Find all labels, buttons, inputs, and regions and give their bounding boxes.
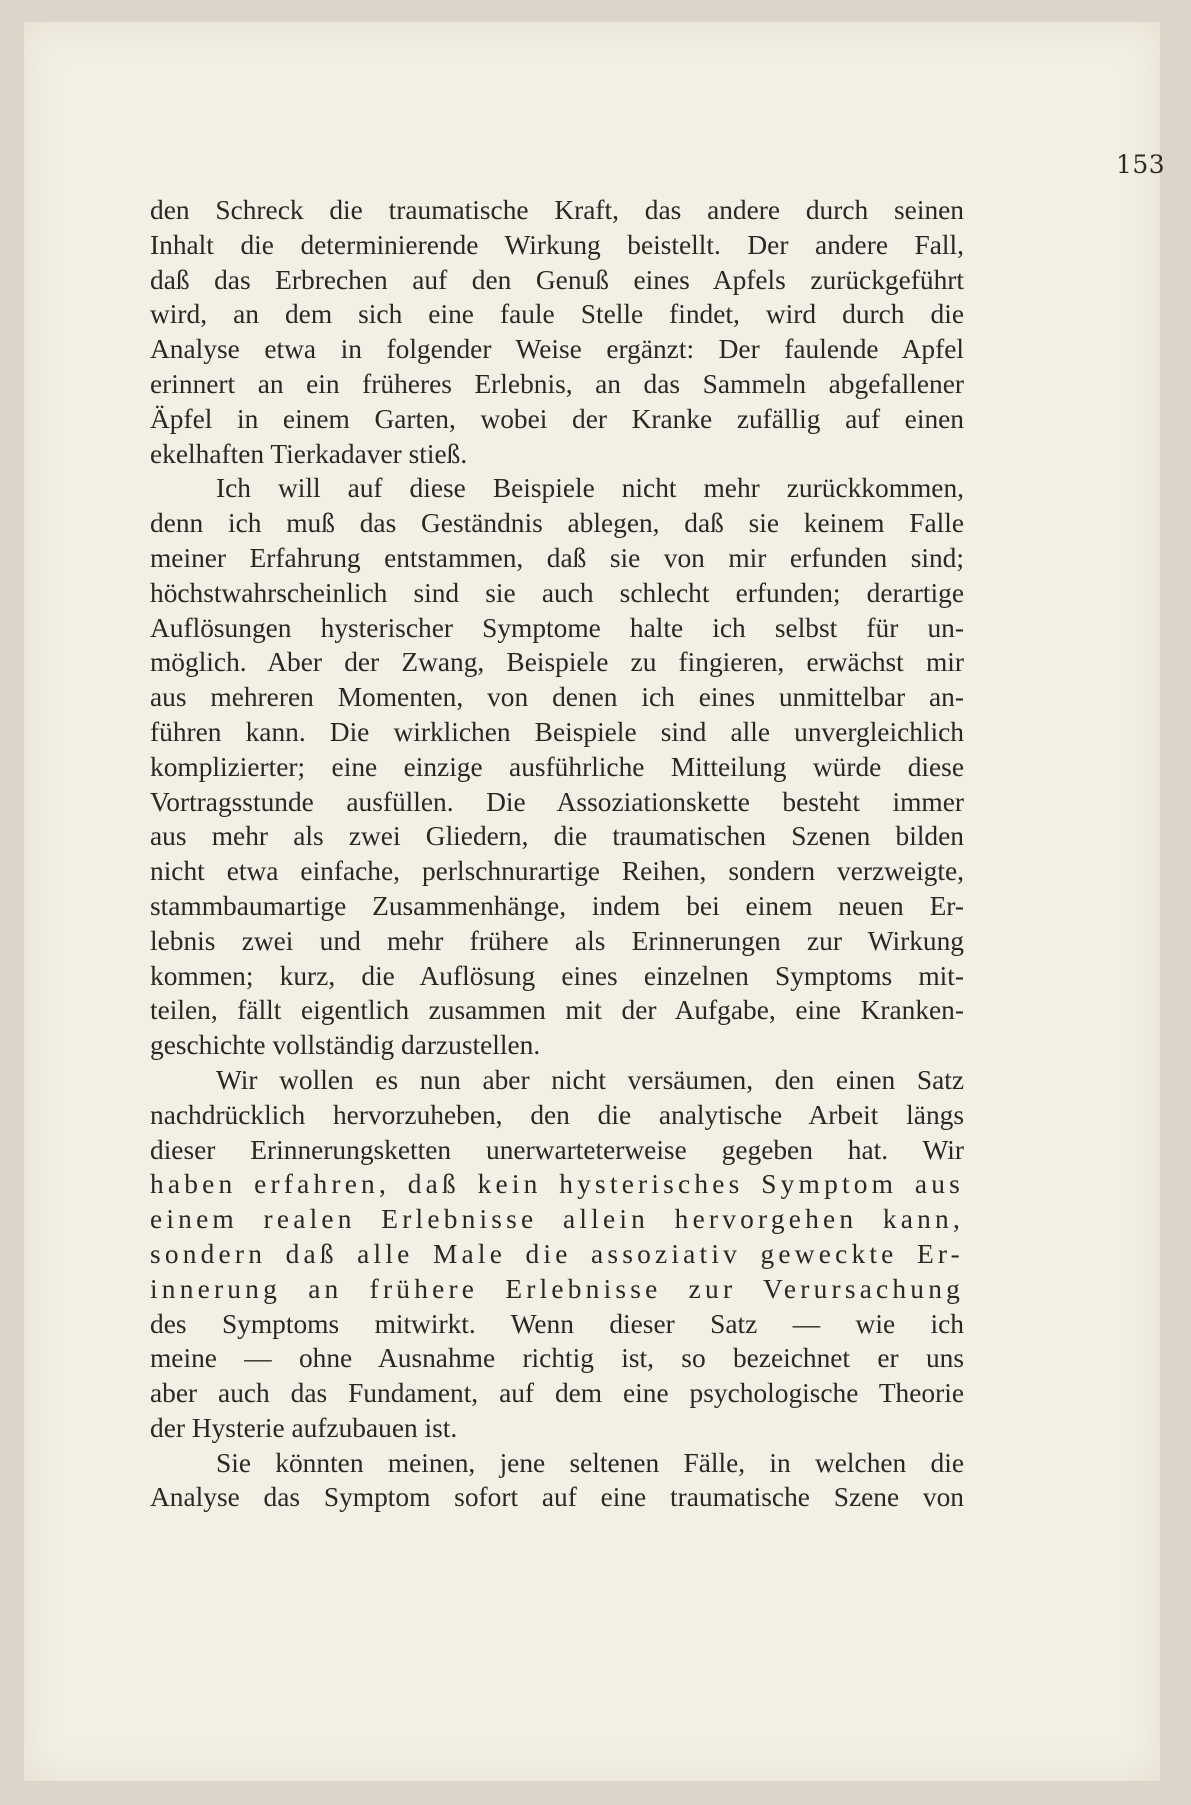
text-line: lebnis zwei und mehr frühere als Erinnerungen zur Wirkung <box>150 925 964 956</box>
text-line: denn ich muß das Geständnis ablegen, daß sie keinem Falle <box>150 508 964 539</box>
text-line: Analyse etwa in folgender Weise ergänzt: Der faulende Apfel <box>150 334 964 365</box>
text-line: Wir wollen es nun aber nicht versäumen, den einen Satz <box>216 1064 964 1095</box>
text-line: Auflösungen hysterischer Symptome halte ich selbst für un- <box>150 612 964 643</box>
text-line: führen kann. Die wirklichen Beispiele sind alle unvergleichlich <box>150 716 964 747</box>
text-line: ekelhaften Tierkadaver stieß. <box>150 438 468 469</box>
text-line: des Symptoms mitwirkt. Wenn dieser Satz — wie ich <box>150 1308 964 1339</box>
text-line: komplizierter; eine einzige ausführliche Mitteilung würde diese <box>150 751 964 782</box>
text-line: Vortragsstunde ausfüllen. Die Assoziationskette besteht immer <box>150 786 964 817</box>
text-line-emphasized: sondern daß alle Male die assoziativ geweckte Er- <box>150 1238 964 1269</box>
page-number: 153 <box>1116 150 1166 179</box>
text-line: den Schreck die traumatische Kraft, das andere durch seinen <box>150 195 964 225</box>
body-text <box>150 193 964 1515</box>
text-line: meiner Erfahrung entstammen, daß sie von mir erfunden sind; <box>150 542 964 573</box>
text-line: möglich. Aber der Zwang, Beispiele zu fingieren, erwächst mir <box>150 647 964 678</box>
text-line: daß das Erbrechen auf den Genuß eines Apfels zurückgeführt <box>150 264 964 295</box>
text-line: wird, an dem sich eine faule Stelle findet, wird durch die <box>150 299 964 330</box>
text-line: geschichte vollständig darzustellen. <box>150 1030 541 1061</box>
text-line: erinnert an ein früheres Erlebnis, an das Sammeln abgefallener <box>150 368 964 399</box>
text-line-emphasized: einem realen Erlebnisse allein hervorgehen kann, <box>150 1204 964 1235</box>
text-line: nachdrücklich hervorzuheben, den die analytische Arbeit längs <box>150 1099 964 1130</box>
text-line: dieser Erinnerungsketten unerwarteterweise gegeben hat. Wir <box>150 1134 964 1165</box>
text-line: Äpfel in einem Garten, wobei der Kranke zufällig auf einen <box>150 403 964 434</box>
text-line: aus mehr als zwei Gliedern, die traumatischen Szenen bilden <box>150 821 964 852</box>
text-line: aus mehreren Momenten, von denen ich eines unmittelbar an- <box>150 682 964 713</box>
text-line-emphasized: innerung an frühere Erlebnisse zur Verursachung <box>150 1273 964 1304</box>
text-line: Analyse das Symptom sofort auf eine traumatische Szene von <box>150 1482 964 1513</box>
text-line: Ich will auf diese Beispiele nicht mehr zurückkommen, <box>216 473 964 504</box>
text-line: meine — ohne Ausnahme richtig ist, so bezeichnet er uns <box>150 1343 964 1374</box>
text-line-emphasized: haben erfahren, daß kein hysterisches Symptom aus <box>150 1169 964 1200</box>
text-line: stammbaumartige Zusammenhänge, indem bei einem neuen Er- <box>150 890 964 921</box>
text-line: der Hysterie aufzubauen ist. <box>150 1412 458 1443</box>
text-line: aber auch das Fundament, auf dem eine psychologische Theorie <box>150 1378 964 1409</box>
text-line: teilen, fällt eigentlich zusammen mit der Aufgabe, eine Kranken- <box>150 995 964 1026</box>
text-line: Sie könnten meinen, jene seltenen Fälle, in welchen die <box>216 1447 964 1478</box>
text-line: Inhalt die determinierende Wirkung beistellt. Der andere Fall, <box>150 229 964 260</box>
text-line: nicht etwa einfache, perlschnurartige Reihen, sondern verzweigte, <box>150 856 964 887</box>
text-line: kommen; kurz, die Auflösung eines einzelnen Symptoms mit- <box>150 960 964 991</box>
text-line: höchstwahrscheinlich sind sie auch schlecht erfunden; derartige <box>150 577 964 608</box>
